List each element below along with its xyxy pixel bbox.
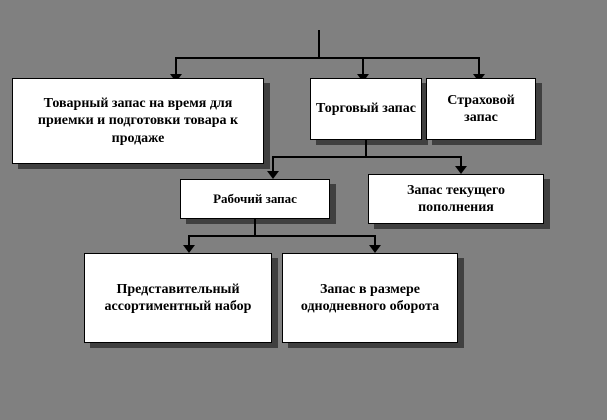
node-assortment-set-label: Представительный ассортиментный набор — [104, 281, 252, 314]
arrow-to-working-stock — [267, 171, 279, 179]
connector-trade-stock-horizontal — [272, 156, 462, 158]
node-safety-stock-label: Страховой запас — [447, 92, 515, 125]
node-assortment-set — [84, 253, 272, 343]
connector-root-horizontal — [175, 57, 480, 59]
node-trade-stock-label: Торговый запас — [316, 101, 416, 117]
node-working-stock — [180, 179, 330, 219]
node-daily-turnover-stock — [282, 253, 458, 343]
arrow-to-replenishment-stock — [455, 166, 467, 174]
node-daily-turnover-stock-label: Запас в размере однодневного оборота — [300, 281, 440, 314]
node-preparation-stock-label: Товарный запас на время для приемки и подготовки товара к продаже — [37, 95, 239, 146]
node-trade-stock — [310, 78, 422, 140]
arrow-to-daily-turnover-stock — [369, 245, 381, 253]
connector-root-stem — [318, 30, 320, 58]
connector-working-stock-horizontal — [188, 235, 376, 237]
node-replenishment-stock-label: Запас текущего пополнения — [407, 182, 505, 215]
arrow-to-assortment-set — [183, 245, 195, 253]
node-safety-stock — [426, 78, 536, 140]
node-working-stock-label: Рабочий запас — [213, 190, 297, 206]
node-replenishment-stock — [368, 174, 544, 224]
node-preparation-stock — [12, 78, 264, 164]
